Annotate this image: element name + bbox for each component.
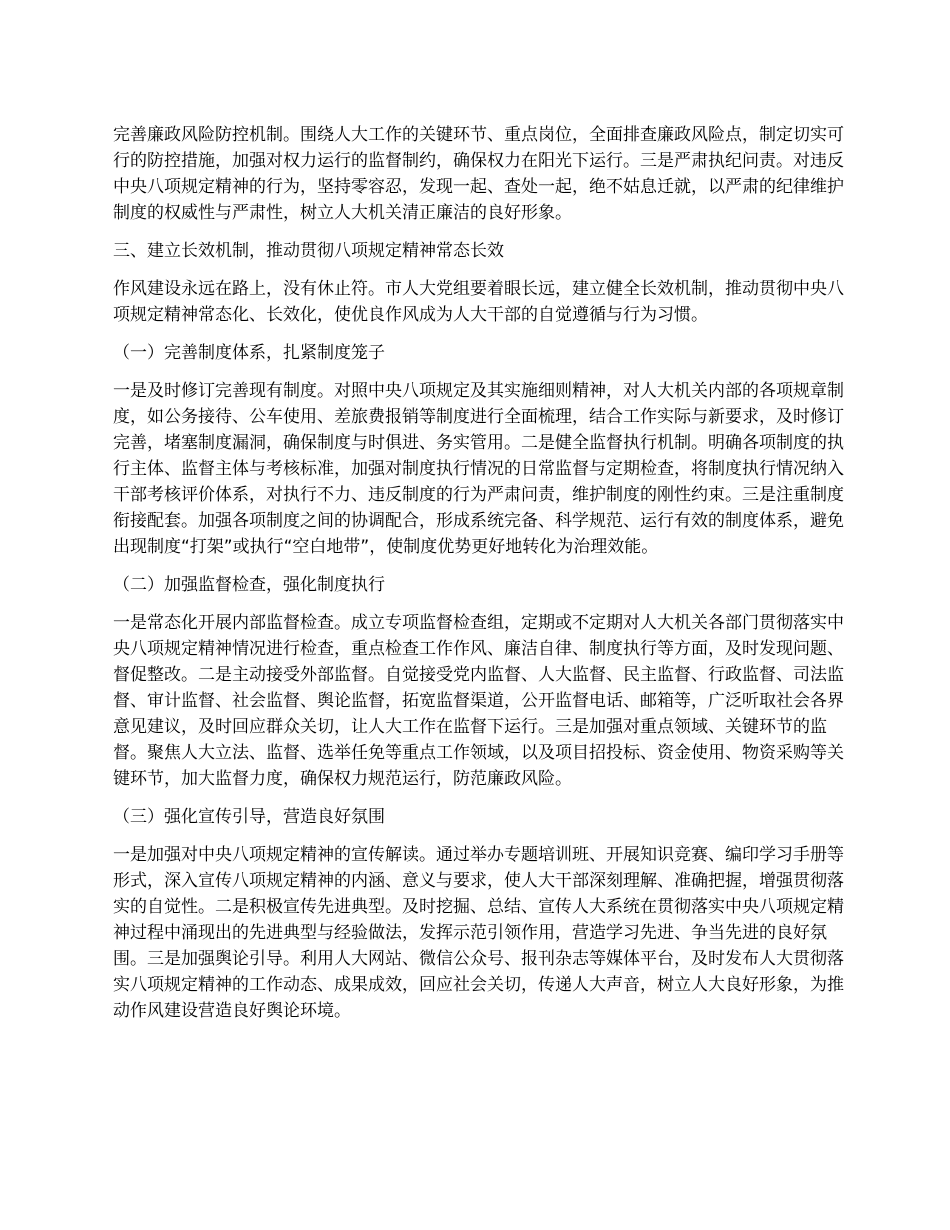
paragraph-publicity: 一是加强对中央八项规定精神的宣传解读。通过举办专题培训班、开展知识竞赛、编印学习手册等形式，深入宣传八项规定精神的内涵、意义与要求，使人大干部深刻理解、准确把握，增强贯彻落实的自觉性。二是积极宣传先进典型。及时挖掘、总结、宣传人大系统在贯彻落实中央八项规定精神过程中涌现出的先进典型与经验做法，发挥示范引领作用，营造学习先进、争当先进的良好氛围。三是加强舆论引导。利用人大网站、微信公众号、报刊杂志等媒体平台，及时发布人大贯彻落实八项规定精神的工作动态、成果成效，回应社会关切，传递人大声音，树立人大良好形象，为推动作风建设营造良好舆论环境。 (113, 845, 844, 1021)
paragraph-risk-control: 完善廉政风险防控机制。围绕人大工作的关键环节、重点岗位，全面排查廉政风险点，制定切实可行的防控措施，加强对权力运行的监督制约，确保权力在阳光下运行。三是严肃执纪问责。对违反中央八项规定精神的行为，坚持零容忍，发现一起、查处一起，绝不姑息迁就，以严肃的纪律维护制度的权威性与严肃性，树立人大机关清正廉洁的良好形象。 (113, 125, 844, 223)
paragraph-improve-system: 一是及时修订完善现有制度。对照中央八项规定及其实施细则精神，对人大机关内部的各项规章制度，如公务接待、公车使用、差旅费报销等制度进行全面梳理，结合工作实际与新要求，及时修订完善，堵塞制度漏洞，确保制度与时俱进、务实管用。二是健全监督执行机制。明确各项制度的执行主体、监督主体与考核标准，加强对制度执行情况的日常监督与定期检查，将制度执行情况纳入干部考核评价体系，对执行不力、违反制度的行为严肃问责，维护制度的刚性约束。三是注重制度衔接配套。加强各项制度之间的协调配合，形成系统完备、科学规范、运行有效的制度体系，避免出现制度“打架”或执行“空白地带”，使制度优势更好地转化为治理效能。 (113, 381, 844, 557)
paragraph-intro-long-term: 作风建设永远在路上，没有休止符。市人大党组要着眼长远，建立健全长效机制，推动贯彻中央八项规定精神常态化、长效化，使优良作风成为人大干部的自觉遵循与行为习惯。 (113, 279, 844, 325)
paragraph-supervision: 一是常态化开展内部监督检查。成立专项监督检查组，定期或不定期对人大机关各部门贯彻落实中央八项规定精神情况进行检查，重点检查工作作风、廉洁自律、制度执行等方面，及时发现问题、督促整改。二是主动接受外部监督。自觉接受党内监督、人大监督、民主监督、行政监督、司法监督、审计监督、社会监督、舆论监督，拓宽监督渠道，公开监督电话、邮箱等，广泛听取社会各界意见建议，及时回应群众关切，让人大工作在监督下运行。三是加强对重点领域、关键环节的监督。聚焦人大立法、监督、选举任免等重点工作领域，以及项目招投标、资金使用、物资采购等关键环节，加大监督力度，确保权力规范运行，防范廉政风险。 (113, 613, 844, 789)
subheading-improve-system: （一）完善制度体系，扎紧制度笼子 (113, 343, 385, 363)
subheading-supervision: （二）加强监督检查，强化制度执行 (113, 575, 385, 595)
subheading-publicity: （三）强化宣传引导，营造良好氛围 (113, 807, 385, 827)
section-heading-long-term-mechanism: 三、建立长效机制，推动贯彻八项规定精神常态长效 (113, 241, 504, 261)
document-body (113, 122, 858, 1036)
